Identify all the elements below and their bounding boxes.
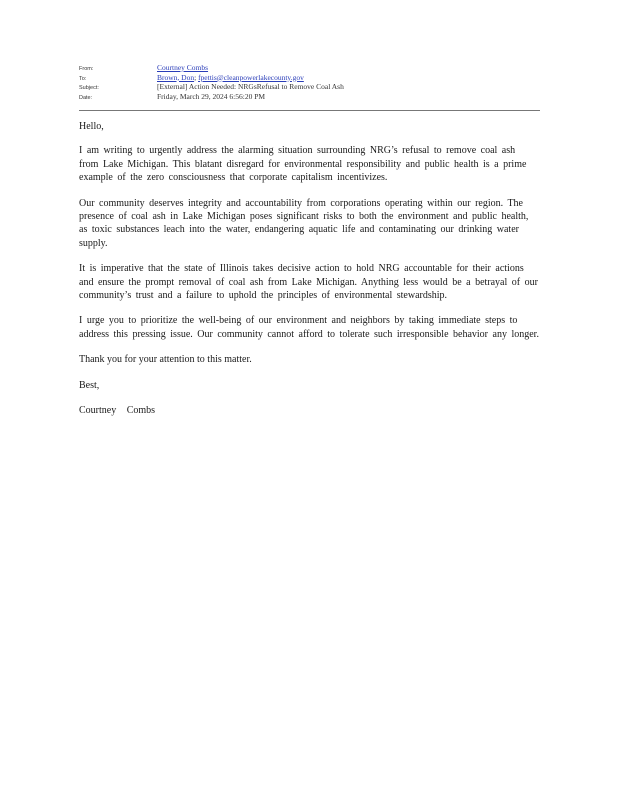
signature: Courtney Combs — [79, 405, 156, 417]
from-link[interactable]: Courtney Combs — [157, 63, 209, 72]
date-value: Friday, March 29, 2024 6:56:20 PM — [157, 91, 266, 101]
from-label: From: — [79, 66, 94, 72]
header-divider — [79, 110, 540, 111]
greeting: Hello, — [79, 121, 104, 132]
body-paragraph-1: I am writing to urgently address the alarming situation surrounding NRG’s refusal to remove coal ash from Lake Michigan. This blatant disregard for environmental responsibility and public health is a prime example of the zero consciousness that corporate capitalism incentivizes. — [79, 145, 527, 184]
signoff: Best, — [79, 379, 100, 391]
to-email-link[interactable]: fpettis@cleanpowerlakecounty.gov — [198, 72, 304, 82]
subject-row — [79, 82, 539, 92]
body-paragraph-3: It is imperative that the state of Illinois takes decisive action to hold NRG accountable for their actions and ensure the prompt removal of coal ash from Lake Michigan. Anything less would be a betrayal of our community’s trust and a failure to uphold the principles of environmental stewardship. — [79, 263, 538, 302]
date-row — [79, 92, 539, 102]
from-row — [79, 63, 539, 73]
to-name-link[interactable]: Brown, Don — [157, 72, 195, 82]
body-paragraph-4: I urge you to prioritize the well-being of our environment and neighbors by taking immediate steps to address this pressing issue. Our community cannot afford to tolerate such irresponsible behavior any longer. — [79, 315, 539, 340]
to-row — [79, 73, 539, 83]
to-separator: ; — [194, 72, 199, 82]
subject-value: [External] Action Needed: NRGsRefusal to Remove Coal Ash — [157, 82, 344, 91]
body-paragraph-2: Our community deserves integrity and accountability from corporations operating within our region. The presence of coal ash in Lake Michigan poses significant risks to both the environment and public health, as toxic substances leach into the water, endangering aquatic life and contaminating our drinking water supply. — [79, 197, 529, 249]
email-body — [79, 120, 539, 418]
to-label: To: — [79, 75, 87, 82]
email-header — [79, 63, 539, 101]
date-label: Date: — [79, 94, 93, 101]
thanks-line: Thank you for your attention to this matter. — [79, 354, 252, 366]
subject-label: Subject: — [79, 85, 99, 91]
